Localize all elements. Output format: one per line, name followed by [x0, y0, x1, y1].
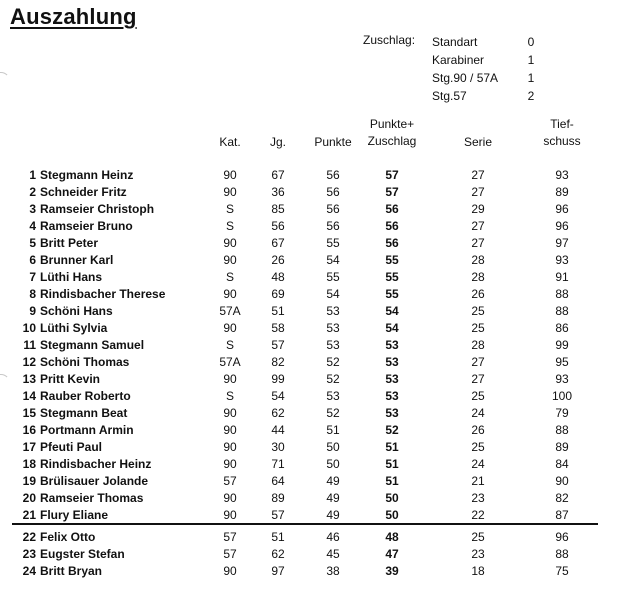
punkte-cell: 55 — [326, 236, 340, 250]
table-row — [0, 286, 620, 303]
tiefschuss-cell: 89 — [555, 185, 569, 199]
name-cell: Pfeuti Paul — [40, 440, 103, 454]
kat-cell: S — [225, 270, 234, 284]
tiefschuss-cell: 90 — [555, 474, 569, 488]
serie-cell: 28 — [471, 253, 485, 267]
punkte-cell: 53 — [326, 389, 340, 403]
kat-cell: 90 — [223, 253, 237, 267]
punkte-zuschlag-cell: 55 — [385, 253, 399, 267]
rank-cell: 24 — [22, 564, 36, 578]
kat-cell: 57 — [223, 530, 237, 544]
serie-cell: 28 — [471, 338, 485, 352]
rank-cell: 2 — [29, 185, 36, 199]
name-cell: Brülisauer Jolande — [40, 474, 149, 488]
rank-cell: 14 — [22, 389, 36, 403]
serie-cell: 25 — [471, 530, 485, 544]
serie-cell: 27 — [471, 219, 485, 233]
rank-cell: 23 — [22, 547, 36, 561]
zuschlag-label: Zuschlag: — [363, 33, 416, 47]
tiefschuss-cell: 91 — [555, 270, 569, 284]
kat-cell: S — [225, 219, 234, 233]
punkte-cell: 49 — [326, 508, 340, 522]
serie-cell: 27 — [471, 355, 485, 369]
tiefschuss-cell: 99 — [555, 338, 569, 352]
serie-cell: 26 — [471, 423, 485, 437]
zuschlag-item-name: Stg.57 — [432, 89, 467, 103]
punkte-zuschlag-cell: 51 — [385, 440, 399, 454]
kat-cell: 90 — [223, 185, 237, 199]
table-row — [0, 235, 620, 252]
serie-cell: 24 — [471, 457, 485, 471]
payout-divider-line — [12, 523, 598, 525]
kat-cell: 57 — [223, 474, 237, 488]
punkte-zuschlag-cell: 56 — [385, 202, 399, 216]
rank-cell: 13 — [22, 372, 36, 386]
header-kat: Kat. — [219, 135, 241, 149]
serie-cell: 24 — [471, 406, 485, 420]
name-cell: Rindisbacher Therese — [40, 287, 166, 301]
name-cell: Ramseier Bruno — [40, 219, 133, 233]
rank-cell: 9 — [29, 304, 36, 318]
tiefschuss-cell: 89 — [555, 440, 569, 454]
jg-cell: 54 — [271, 389, 285, 403]
punkte-cell: 53 — [326, 321, 340, 335]
header-punkte-zuschlag-line2: Zuschlag — [367, 134, 417, 148]
jg-cell: 67 — [271, 236, 285, 250]
table-row — [0, 269, 620, 286]
punkte-cell: 54 — [326, 287, 340, 301]
jg-cell: 89 — [271, 491, 285, 505]
jg-cell: 57 — [271, 508, 285, 522]
punch-hole-mark — [0, 72, 10, 90]
name-cell: Schneider Fritz — [40, 185, 127, 199]
tiefschuss-cell: 87 — [555, 508, 569, 522]
jg-cell: 85 — [271, 202, 285, 216]
tiefschuss-cell: 93 — [555, 372, 569, 386]
punkte-zuschlag-cell: 55 — [385, 287, 399, 301]
punkte-cell: 52 — [326, 406, 340, 420]
table-row — [0, 529, 620, 546]
kat-cell: S — [225, 389, 234, 403]
punkte-zuschlag-cell: 39 — [385, 564, 399, 578]
rank-cell: 19 — [22, 474, 36, 488]
header-serie: Serie — [463, 135, 492, 149]
header-tiefschuss-line1: Tief- — [550, 117, 574, 131]
results-table — [0, 167, 620, 580]
tiefschuss-cell: 75 — [555, 564, 569, 578]
table-row — [0, 167, 620, 184]
zuschlag-item-name: Stg.90 / 57A — [432, 71, 499, 85]
name-cell: Rauber Roberto — [40, 389, 131, 403]
name-cell: Schöni Hans — [40, 304, 113, 318]
table-row — [0, 473, 620, 490]
name-cell: Felix Otto — [40, 530, 96, 544]
punkte-cell: 49 — [326, 491, 340, 505]
kat-cell: 90 — [223, 491, 237, 505]
punkte-zuschlag-cell: 53 — [385, 355, 399, 369]
jg-cell: 99 — [271, 372, 285, 386]
zuschlag-item-value: 1 — [527, 53, 535, 67]
punkte-zuschlag-cell: 53 — [385, 372, 399, 386]
zuschlag-item-value: 0 — [527, 35, 535, 49]
table-row — [0, 422, 620, 439]
header-tiefschuss — [532, 116, 592, 150]
jg-cell: 62 — [271, 547, 285, 561]
rank-cell: 10 — [22, 321, 36, 335]
rank-cell: 16 — [22, 423, 36, 437]
serie-cell: 27 — [471, 168, 485, 182]
punkte-zuschlag-cell: 53 — [385, 389, 399, 403]
name-cell: Ramseier Christoph — [40, 202, 155, 216]
kat-cell: 57A — [219, 355, 241, 369]
page-title: Auszahlung — [10, 4, 137, 29]
punkte-cell: 49 — [326, 474, 340, 488]
kat-cell: S — [225, 202, 234, 216]
kat-cell: 90 — [223, 440, 237, 454]
punkte-zuschlag-cell: 57 — [385, 168, 399, 182]
header-jg: Jg. — [269, 135, 286, 149]
serie-cell: 18 — [471, 564, 485, 578]
name-cell: Schöni Thomas — [40, 355, 130, 369]
serie-cell: 22 — [471, 508, 485, 522]
serie-cell: 21 — [471, 474, 485, 488]
punkte-zuschlag-cell: 51 — [385, 457, 399, 471]
punkte-zuschlag-cell: 51 — [385, 474, 399, 488]
jg-cell: 48 — [271, 270, 285, 284]
name-cell: Portmann Armin — [40, 423, 134, 437]
punkte-zuschlag-cell: 47 — [385, 547, 399, 561]
kat-cell: 90 — [223, 321, 237, 335]
rank-cell: 20 — [22, 491, 36, 505]
rank-cell: 6 — [29, 253, 36, 267]
table-row — [0, 218, 620, 235]
zuschlag-item-name: Standart — [432, 35, 478, 49]
punkte-cell: 56 — [326, 168, 340, 182]
table-row — [0, 490, 620, 507]
table-row — [0, 320, 620, 337]
name-cell: Stegmann Samuel — [40, 338, 145, 352]
table-row — [0, 507, 620, 524]
kat-cell: 90 — [223, 168, 237, 182]
rank-cell: 7 — [29, 270, 36, 284]
serie-cell: 25 — [471, 440, 485, 454]
zuschlag-item-value: 2 — [527, 89, 535, 103]
table-row — [0, 184, 620, 201]
tiefschuss-cell: 82 — [555, 491, 569, 505]
tiefschuss-cell: 88 — [555, 547, 569, 561]
serie-cell: 28 — [471, 270, 485, 284]
kat-cell: 90 — [223, 564, 237, 578]
rank-cell: 11 — [23, 338, 36, 352]
jg-cell: 67 — [271, 168, 285, 182]
tiefschuss-cell: 79 — [555, 406, 569, 420]
punkte-zuschlag-cell: 57 — [385, 185, 399, 199]
name-cell: Rindisbacher Heinz — [40, 457, 152, 471]
punkte-cell: 38 — [326, 564, 340, 578]
tiefschuss-cell: 84 — [555, 457, 569, 471]
serie-cell: 25 — [471, 321, 485, 335]
rank-cell: 8 — [29, 287, 36, 301]
name-cell: Flury Eliane — [40, 508, 109, 522]
serie-cell: 27 — [471, 185, 485, 199]
name-cell: Pritt Kevin — [40, 372, 101, 386]
kat-cell: 90 — [223, 287, 237, 301]
table-row — [0, 405, 620, 422]
punkte-zuschlag-cell: 48 — [385, 530, 399, 544]
table-row — [0, 303, 620, 320]
rank-cell: 17 — [22, 440, 36, 454]
tiefschuss-cell: 93 — [555, 253, 569, 267]
punkte-zuschlag-cell: 50 — [385, 508, 399, 522]
jg-cell: 56 — [271, 219, 285, 233]
serie-cell: 25 — [471, 304, 485, 318]
tiefschuss-cell: 100 — [551, 389, 573, 403]
table-row — [0, 337, 620, 354]
rank-cell: 3 — [29, 202, 36, 216]
punkte-zuschlag-cell: 55 — [385, 270, 399, 284]
punkte-zuschlag-cell: 54 — [385, 304, 399, 318]
rank-cell: 5 — [29, 236, 36, 250]
name-cell: Eugster Stefan — [40, 547, 125, 561]
punkte-zuschlag-cell: 54 — [385, 321, 399, 335]
punkte-zuschlag-cell: 56 — [385, 219, 399, 233]
jg-cell: 82 — [271, 355, 285, 369]
name-cell: Stegmann Beat — [40, 406, 128, 420]
punkte-cell: 53 — [326, 338, 340, 352]
name-cell: Lüthi Sylvia — [40, 321, 108, 335]
tiefschuss-cell: 86 — [555, 321, 569, 335]
punkte-cell: 50 — [326, 440, 340, 454]
kat-cell: 90 — [223, 236, 237, 250]
jg-cell: 30 — [271, 440, 285, 454]
punkte-cell: 56 — [326, 202, 340, 216]
kat-cell: 57A — [219, 304, 241, 318]
table-row — [0, 371, 620, 388]
rank-cell: 21 — [22, 508, 36, 522]
zuschlag-item-value: 1 — [527, 71, 535, 85]
jg-cell: 69 — [271, 287, 285, 301]
jg-cell: 57 — [271, 338, 285, 352]
rank-cell: 4 — [29, 219, 36, 233]
punkte-cell: 45 — [326, 547, 340, 561]
header-punkte-zuschlag — [357, 116, 427, 150]
header-tiefschuss-line2: schuss — [543, 134, 581, 148]
punkte-cell: 56 — [326, 219, 340, 233]
jg-cell: 64 — [271, 474, 285, 488]
jg-cell: 58 — [271, 321, 285, 335]
punkte-cell: 56 — [326, 185, 340, 199]
serie-cell: 29 — [471, 202, 485, 216]
tiefschuss-cell: 96 — [555, 202, 569, 216]
table-row — [0, 546, 620, 563]
rank-cell: 22 — [22, 530, 36, 544]
punkte-cell: 55 — [326, 270, 340, 284]
name-cell: Britt Peter — [40, 236, 99, 250]
table-row — [0, 456, 620, 473]
jg-cell: 51 — [271, 530, 285, 544]
kat-cell: 90 — [223, 406, 237, 420]
rank-cell: 15 — [22, 406, 36, 420]
name-cell: Britt Bryan — [40, 564, 103, 578]
serie-cell: 23 — [471, 491, 485, 505]
jg-cell: 97 — [271, 564, 285, 578]
jg-cell: 71 — [271, 457, 285, 471]
tiefschuss-cell: 88 — [555, 423, 569, 437]
kat-cell: 90 — [223, 457, 237, 471]
table-row — [0, 563, 620, 580]
jg-cell: 44 — [271, 423, 285, 437]
punkte-cell: 52 — [326, 372, 340, 386]
serie-cell: 27 — [471, 372, 485, 386]
zuschlag-item-name: Karabiner — [432, 53, 485, 67]
jg-cell: 62 — [271, 406, 285, 420]
tiefschuss-cell: 95 — [555, 355, 569, 369]
table-row — [0, 388, 620, 405]
punkte-cell: 51 — [326, 423, 340, 437]
punkte-zuschlag-cell: 53 — [385, 338, 399, 352]
punkte-cell: 46 — [326, 530, 340, 544]
tiefschuss-cell: 96 — [555, 530, 569, 544]
jg-cell: 26 — [271, 253, 285, 267]
kat-cell: S — [225, 338, 234, 352]
name-cell: Ramseier Thomas — [40, 491, 144, 505]
kat-cell: 90 — [223, 423, 237, 437]
punkte-zuschlag-cell: 52 — [385, 423, 399, 437]
name-cell: Brunner Karl — [40, 253, 114, 267]
tiefschuss-cell: 88 — [555, 287, 569, 301]
tiefschuss-cell: 96 — [555, 219, 569, 233]
serie-cell: 27 — [471, 236, 485, 250]
table-row — [0, 252, 620, 269]
table-row — [0, 439, 620, 456]
table-row — [0, 201, 620, 218]
punkte-zuschlag-cell: 50 — [385, 491, 399, 505]
tiefschuss-cell: 93 — [555, 168, 569, 182]
jg-cell: 36 — [271, 185, 285, 199]
rank-cell: 18 — [22, 457, 36, 471]
kat-cell: 90 — [223, 508, 237, 522]
punkte-cell: 54 — [326, 253, 340, 267]
rank-cell: 12 — [22, 355, 36, 369]
serie-cell: 23 — [471, 547, 485, 561]
kat-cell: 90 — [223, 372, 237, 386]
name-cell: Stegmann Heinz — [40, 168, 134, 182]
jg-cell: 51 — [271, 304, 285, 318]
punkte-cell: 50 — [326, 457, 340, 471]
serie-cell: 25 — [471, 389, 485, 403]
punkte-cell: 52 — [326, 355, 340, 369]
kat-cell: 57 — [223, 547, 237, 561]
punkte-zuschlag-cell: 53 — [385, 406, 399, 420]
rank-cell: 1 — [29, 168, 36, 182]
punkte-zuschlag-cell: 56 — [385, 236, 399, 250]
tiefschuss-cell: 88 — [555, 304, 569, 318]
serie-cell: 26 — [471, 287, 485, 301]
table-row — [0, 354, 620, 371]
header-punkte: Punkte — [314, 135, 352, 149]
name-cell: Lüthi Hans — [40, 270, 102, 284]
header-punkte-zuschlag-line1: Punkte+ — [369, 117, 415, 131]
tiefschuss-cell: 97 — [555, 236, 569, 250]
punkte-cell: 53 — [326, 304, 340, 318]
